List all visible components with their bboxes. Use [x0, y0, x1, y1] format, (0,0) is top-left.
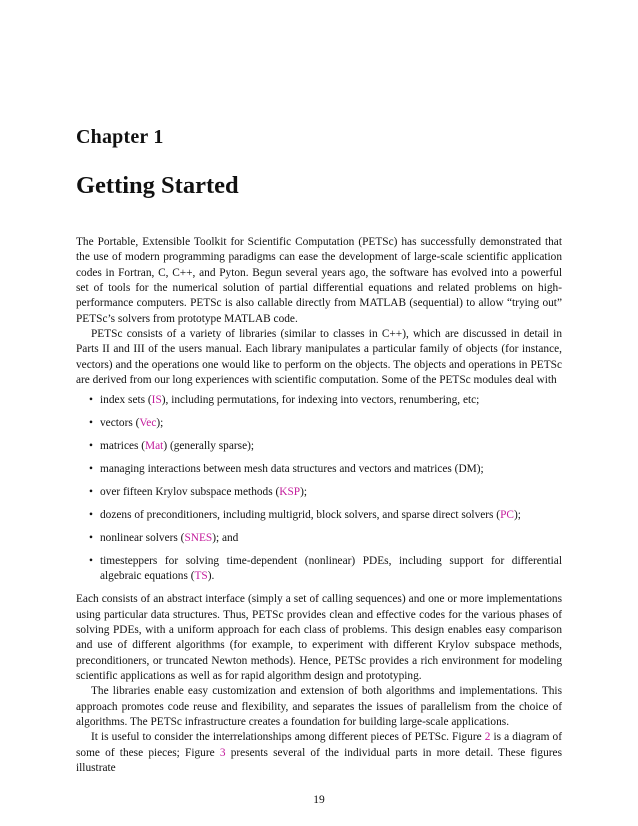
module-list-item [76, 485, 562, 500]
module-text: ); and [212, 532, 239, 545]
module-text: vectors ( [100, 417, 140, 430]
module-text: managing interactions between mesh data structures and vectors and matrices (DM); [100, 463, 484, 476]
chapter-label: Chapter 1 [76, 126, 164, 148]
paragraph-text: is a diagram of some of these pieces; Figure [76, 731, 563, 759]
module-text: ); [156, 417, 164, 430]
paragraph-interfaces: Each consists of an abstract interface (simply a set of calling sequences) and one or more implementations using particular data structures. Thus, PETSc provides clean and effective codes for the various phases of solving PDEs, with a uniform approach for each class of problems. This design enables easy comparison and use of different algorithms (for example, to experiment with different Krylov subspace methods, preconditioners, or truncated Newton methods). Hence, PETSc provides a rich environment for modeling scientific applications as well as for rapid algorithm design and prototyping. [76, 593, 562, 682]
module-link-is[interactable]: IS [151, 394, 162, 407]
module-list [76, 393, 562, 584]
module-text: ); [300, 486, 307, 499]
module-list-item [76, 439, 562, 454]
module-text: over fifteen Krylov subspace methods ( [100, 486, 280, 499]
module-text: matrices ( [100, 440, 146, 453]
figure-3-link[interactable]: 3 [219, 746, 226, 759]
module-list-item [76, 508, 562, 523]
body-text [76, 235, 562, 776]
module-list-item [76, 462, 562, 477]
module-link-ts[interactable]: TS [194, 570, 208, 583]
bullet-icon: • [89, 440, 93, 453]
bullet-icon: • [89, 532, 93, 545]
module-link-ksp[interactable]: KSP [279, 486, 301, 499]
bullet-icon: • [89, 486, 93, 499]
bullet-icon: • [89, 555, 93, 567]
module-text: timesteppers for solving time-dependent (nonlinear) PDEs, including support for differential algebraic equations ( [100, 555, 562, 583]
module-link-mat[interactable]: Mat [145, 440, 164, 453]
bullet-icon: • [89, 394, 93, 407]
page-number: 19 [313, 794, 325, 806]
module-text: ), including permutations, for indexing into vectors, renumbering, etc; [161, 394, 480, 407]
paragraph-libraries: PETSc consists of a variety of libraries (similar to classes in C++), which are discussed in detail in Parts II and III of the users manual. Each library manipulates a particular family of objects (for instance, vectors) and the operations one would like to perform on the objects. The objects and operations in PETSc are derived from our long experiences with scientific computation. Some of the PETSc modules deal with [76, 328, 562, 387]
module-link-snes[interactable]: SNES [184, 532, 213, 545]
module-text: dozens of preconditioners, including multigrid, block solvers, and sparse direct solvers ( [100, 509, 501, 522]
module-text: ). [207, 570, 215, 583]
bullet-icon: • [89, 509, 93, 522]
chapter-title: Getting Started [76, 172, 239, 199]
bullet-icon: • [89, 417, 93, 430]
module-text: ) (generally sparse); [163, 440, 255, 453]
paragraph-customization: The libraries enable easy customization and extension of both algorithms and implementations. This approach promotes code reuse and flexibility, and separates the issues of parallelism from the choice of algorithms. The PETSc infrastructure creates a foundation for building large-scale applications. [76, 685, 562, 729]
module-link-pc[interactable]: PC [500, 509, 514, 522]
paragraph-interrelationships [76, 730, 562, 776]
paragraph-text: It is useful to consider the interrelationships among different pieces of PETSc. Figure [91, 731, 485, 744]
module-text: nonlinear solvers ( [100, 532, 185, 545]
module-text: index sets ( [100, 394, 152, 407]
module-list-item [76, 554, 562, 585]
module-list-item [76, 531, 562, 546]
figure-2-link[interactable]: 2 [484, 731, 491, 744]
bullet-icon: • [89, 463, 93, 476]
module-text: ); [513, 509, 521, 522]
module-list-item [76, 393, 562, 408]
paragraph-text: presents several of the individual parts in more detail. These figures illustrate [76, 746, 562, 775]
paragraph-intro: The Portable, Extensible Toolkit for Scientific Computation (PETSc) has successfully demonstrated that the use of modern programming paradigms can ease the development of large-scale scientific application codes in Fortran, C, C++, and Pyton. Begun several years ago, the software has evolved into a powerful set of tools for the numerical solution of partial differential equations and related problems on high-performance computers. PETSc is also callable directly from MATLAB (sequential) to allow “trying out” PETSc’s solvers from prototype MATLAB code. [76, 236, 562, 325]
module-list-item [76, 416, 562, 431]
module-link-vec[interactable]: Vec [139, 417, 157, 430]
